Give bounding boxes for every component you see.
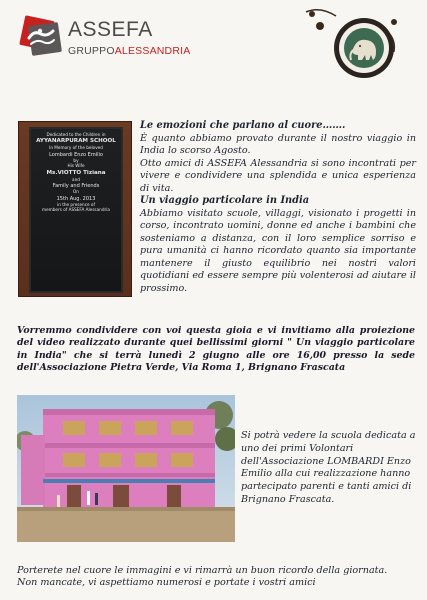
logo-sub-main: GRUPPO <box>68 45 115 57</box>
school-description: Si potrà vedere la scuola dedicata a uno dei primi Volontari dell'Associazione LOMBARDI Enzo Emilio alla cui realizzazione hanno partecipato parenti e tanti amici di Brignano Frascata. <box>241 430 416 505</box>
intro-paragraph: Otto amici di ASSEFA Alessandria si sono incontrati per vivere e condividere una splendida e unica esperienza di vita. <box>140 157 416 194</box>
school-photo <box>17 395 235 542</box>
logo-subtitle <box>68 45 190 57</box>
plaque-line: Ms.VIOTTO Tiziana <box>46 169 106 176</box>
plaque-line: Dedicated to the Children in <box>46 132 106 137</box>
trip-heading: Un viaggio particolare in India <box>140 195 310 207</box>
closing-section <box>17 565 415 590</box>
assefa-logo <box>16 14 196 60</box>
intro-paragraph: È quanto abbiamo provato durante il nostro viaggio in India lo scorso Agosto. <box>140 132 416 157</box>
plaque-line: by <box>73 157 79 163</box>
plaque-line: In Memory of the beloved <box>49 145 103 151</box>
trip-paragraph: Abbiamo visitato scuole, villaggi, visionato i progetti in corso, incontrato uomini, donne ed anche i bambini che sosteniamo a distanza, con il loro semplice sorriso e pura umanità ci hanno ricordato quanto sia importante mantenere il giusto equilibrio nei nostri valori quotidiani ed essere sempre più volenterosi ad aiutare il prossimo. <box>140 207 416 294</box>
closing-line: Non mancate, vi aspettiamo numerosi e portate i vostri amici <box>17 577 316 589</box>
screening-invitation: Vorremmo condividere con voi questa gioia e vi invitiamo alla proiezione del video realizzato durante quei bellissimi giorni " Un viaggio particolare in India" che si terrà lunedì 2 giugno alle ore 16,00 presso la sede dell'Associazione Pietra Verde, Via Roma 1, Brignano Frascata <box>17 325 415 374</box>
plaque-line: AYYANARPURAM SCHOOL <box>36 138 116 145</box>
elephant-emblem-icon <box>298 4 408 84</box>
memorial-plaque-photo <box>18 121 132 297</box>
plaque-line: and <box>72 176 80 182</box>
plaque-line: 15th Aug. 2013 <box>56 195 96 202</box>
plaque-line: His Wife <box>67 163 85 169</box>
memorial-plaque <box>29 127 123 293</box>
assefa-hands-icon <box>16 14 64 60</box>
plaque-line: members of ASSEFA Alessandria <box>42 207 110 213</box>
logo-name: ASSEFA <box>68 18 153 41</box>
intro-section <box>140 120 416 295</box>
intro-heading: Le emozioni che parlano al cuore……. <box>140 120 346 131</box>
plaque-line: On <box>73 189 79 195</box>
plaque-line: Lombardi Enzo Emilio <box>49 151 103 158</box>
logo-sub-accent: ALESSANDRIA <box>114 45 191 57</box>
closing-line: Porterete nel cuore le immagini e vi rimarrà un buon ricordo della giornata. <box>17 565 388 576</box>
plaque-line: Family and Friends <box>52 183 100 189</box>
plaque-line: in the presence of <box>57 201 95 207</box>
